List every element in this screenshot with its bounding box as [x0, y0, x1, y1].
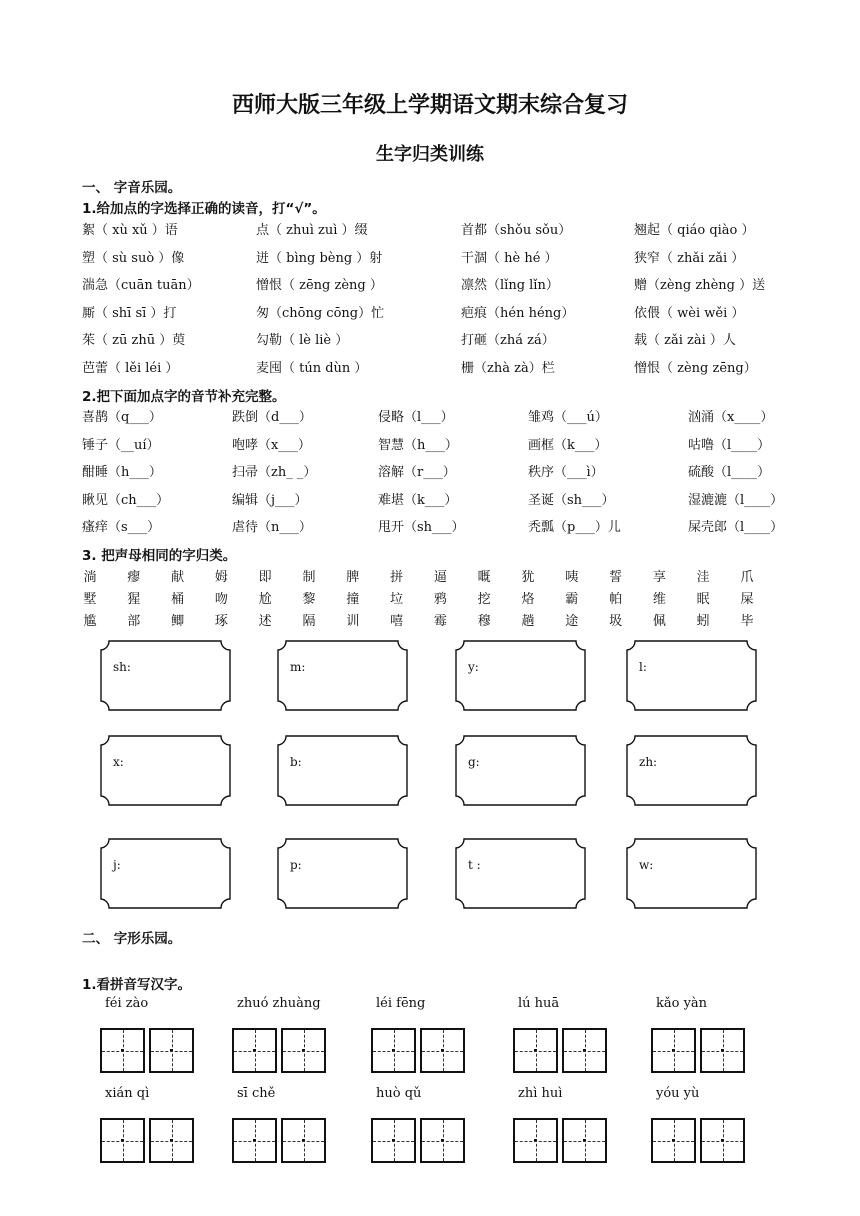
- q2-item: 溶解（r___）: [378, 465, 456, 480]
- q3-char: 献: [171, 570, 185, 585]
- q1-item: 点（ zhuì zuì ）缀: [256, 223, 368, 238]
- answer-box-label: p:: [290, 858, 302, 872]
- writing-grid-cell[interactable]: [232, 1028, 277, 1073]
- q3-char: 桶: [171, 592, 185, 607]
- answer-box-outline: [627, 641, 756, 710]
- q2-item: 智慧（h___）: [378, 437, 458, 453]
- q1-item: 翘起（ qiáo qiào ）: [634, 223, 755, 238]
- grid-center-dot: [302, 1049, 305, 1052]
- q3-char: 霸: [565, 592, 579, 607]
- grid-center-dot: [441, 1139, 444, 1142]
- answer-box[interactable]: [100, 735, 232, 807]
- q3-char: 霉: [433, 614, 447, 629]
- q2-item: 瘙痒（s___）: [82, 520, 161, 535]
- q1-item: 依偎（ wèi wěi ）: [634, 305, 745, 321]
- q1-item: 麦囤（ tún dùn ）: [256, 360, 368, 376]
- q3-char: 垃: [390, 592, 404, 607]
- q2-item: 湿漉漉（l____）: [688, 492, 784, 508]
- q1-item: 湍急（cuān tuān）: [82, 278, 200, 293]
- q3-char: 咦: [565, 570, 579, 585]
- q3-char: 猩: [127, 592, 141, 607]
- page-title: 西师大版三年级上学期语文期末综合复习: [231, 93, 628, 118]
- answer-box-outline: [627, 736, 756, 805]
- q2-item: 酣睡（h___）: [82, 465, 162, 480]
- q1-item: 匆（chōng cōng）忙: [256, 305, 385, 321]
- q1-item: 疤痕（hén héng）: [461, 305, 575, 321]
- q2-item: 圣诞（sh___）: [528, 492, 615, 508]
- writing-grid-cell[interactable]: [562, 1118, 607, 1163]
- writing-grid-cell[interactable]: [513, 1028, 558, 1073]
- answer-box-outline: [456, 736, 585, 805]
- grid-center-dot: [253, 1139, 256, 1142]
- q3-char: 途: [565, 614, 579, 629]
- q1-item: 芭蕾（ lěi léi ）: [82, 360, 179, 376]
- grid-center-dot: [302, 1139, 305, 1142]
- q3-char: 黎: [302, 592, 316, 607]
- q3-char: 嘻: [390, 614, 404, 629]
- q2-item: 咕噜（l____）: [688, 437, 771, 453]
- answer-box-outline: [456, 641, 585, 710]
- q1-item: 憎恨（ zèng zēng）: [634, 360, 757, 376]
- grid-center-dot: [534, 1139, 537, 1142]
- q1-item: 干涸（ hè hé ）: [461, 250, 558, 266]
- q3-char: 尬: [258, 592, 272, 607]
- writing-grid-cell[interactable]: [513, 1118, 558, 1163]
- q3-char: 爪: [740, 570, 754, 585]
- answer-box-outline: [278, 736, 407, 805]
- q2-item: 画框（k___）: [528, 437, 608, 453]
- q3-char: 洼: [696, 570, 710, 585]
- writing-grid-cell[interactable]: [420, 1118, 465, 1163]
- grid-center-dot: [121, 1049, 124, 1052]
- q3-char: 屎: [740, 592, 754, 607]
- q1-item: 打砸（zhá zá）: [461, 333, 555, 348]
- q3-char: 脾: [346, 570, 360, 585]
- q2-item: 咆哮（x___）: [232, 437, 311, 453]
- q3-char: 誓: [609, 570, 623, 585]
- grid-center-dot: [721, 1049, 724, 1052]
- q3-char: 眠: [696, 592, 710, 607]
- q2-item: 瞅见（ch___）: [82, 492, 170, 508]
- q1-item: 迸（ bìng bèng ）射: [256, 250, 383, 266]
- grid-center-dot: [170, 1139, 173, 1142]
- pinyin-label: zhì huì: [518, 1086, 563, 1101]
- q3-char: 趟: [521, 614, 535, 629]
- answer-box-label: m:: [290, 660, 306, 674]
- q1-item: 栅（zhà zà）栏: [461, 360, 555, 376]
- grid-center-dot: [121, 1139, 124, 1142]
- answer-box-outline: [101, 839, 230, 908]
- answer-box-label: sh:: [113, 660, 131, 674]
- answer-box-label: y:: [468, 660, 479, 674]
- q3-char: 吻: [214, 592, 228, 607]
- grid-center-dot: [672, 1139, 675, 1142]
- answer-box[interactable]: [455, 640, 587, 712]
- writing-grid-cell[interactable]: [700, 1028, 745, 1073]
- answer-box[interactable]: [277, 640, 409, 712]
- answer-box-outline: [278, 641, 407, 710]
- writing-grid-cell[interactable]: [700, 1118, 745, 1163]
- answer-box-outline: [456, 839, 585, 908]
- q3-char: 尴: [83, 614, 97, 629]
- q3-char: 佩: [652, 614, 666, 629]
- writing-grid-cell[interactable]: [149, 1118, 194, 1163]
- pinyin-label: sī chě: [237, 1086, 276, 1101]
- page-subtitle: 生字归类训练: [376, 144, 484, 165]
- q3-char: 挖: [477, 592, 491, 607]
- writing-grid-cell[interactable]: [562, 1028, 607, 1073]
- q2-item: 喜鹊（q___）: [82, 410, 162, 425]
- answer-box[interactable]: [626, 838, 758, 910]
- q2-item: 甩开（sh___）: [378, 520, 465, 535]
- q3-char: 逼: [433, 570, 447, 585]
- answer-box[interactable]: [100, 838, 232, 910]
- q3-char: 帕: [609, 592, 623, 607]
- pinyin-label: huò qǔ: [376, 1086, 422, 1101]
- answer-box[interactable]: [100, 640, 232, 712]
- q3-char: 撞: [346, 592, 360, 607]
- pinyin-label: zhuó zhuàng: [237, 996, 321, 1011]
- q2-item: 秩序（___ì）: [528, 465, 604, 480]
- writing-grid-cell[interactable]: [232, 1118, 277, 1163]
- grid-center-dot: [170, 1049, 173, 1052]
- q3-char: 享: [652, 570, 666, 585]
- q2-item: 屎壳郎（l____）: [688, 520, 784, 535]
- answer-box-label: w:: [639, 858, 654, 872]
- q3-char: 犹: [521, 570, 535, 585]
- q3-char: 圾: [609, 614, 623, 629]
- answer-box-label: g:: [468, 755, 480, 769]
- q3-char: 毕: [740, 614, 754, 629]
- writing-grid-cell[interactable]: [100, 1118, 145, 1163]
- q3-char: 烙: [521, 592, 535, 607]
- grid-center-dot: [534, 1049, 537, 1052]
- q3-heading: 3. 把声母相同的字归类。: [82, 548, 237, 564]
- q3-char: 鲫: [171, 614, 185, 629]
- answer-box-label: b:: [290, 755, 302, 769]
- q4-heading: 1.看拼音写汉字。: [82, 977, 192, 993]
- pinyin-label: lú huā: [518, 996, 560, 1011]
- writing-grid-cell[interactable]: [149, 1028, 194, 1073]
- q3-char: 墅: [83, 592, 97, 607]
- writing-grid-cell[interactable]: [281, 1028, 326, 1073]
- q2-item: 虐待（n___）: [232, 520, 312, 535]
- answer-box-label: t :: [468, 858, 481, 872]
- q1-heading: 1.给加点的字选择正确的读音，打“√”。: [82, 201, 326, 217]
- pinyin-label: léi fēng: [376, 996, 426, 1011]
- answer-box-label: x:: [113, 755, 124, 769]
- q2-item: 跌倒（d___）: [232, 410, 312, 425]
- q3-char: 穆: [477, 614, 491, 629]
- q2-item: 汹涌（x____）: [688, 410, 774, 425]
- q2-item: 侵略（l___）: [378, 410, 454, 425]
- q3-char: 训: [346, 614, 360, 629]
- grid-center-dot: [583, 1049, 586, 1052]
- writing-grid-cell[interactable]: [651, 1118, 696, 1163]
- q3-char: 鸦: [433, 592, 447, 607]
- q3-char: 拼: [390, 570, 404, 585]
- answer-box-label: l:: [639, 660, 647, 674]
- answer-box-outline: [278, 839, 407, 908]
- q3-char: 姆: [214, 570, 228, 585]
- q2-heading: 2.把下面加点字的音节补充完整。: [82, 389, 286, 405]
- q2-item: 硫酸（l____）: [688, 465, 771, 480]
- pinyin-label: xián qì: [105, 1086, 150, 1101]
- answer-box-label: j:: [113, 858, 121, 872]
- q1-item: 絮（ xù xǔ ）语: [82, 223, 178, 238]
- q1-item: 狭窄（ zhǎi zǎi ）: [634, 250, 745, 266]
- q1-item: 厮（ shī sī ）打: [82, 305, 177, 321]
- q2-item: 秃瓢（p___）儿: [528, 520, 621, 535]
- q3-char: 制: [302, 570, 316, 585]
- answer-box[interactable]: [455, 735, 587, 807]
- answer-box[interactable]: [277, 735, 409, 807]
- q2-item: 编辑（j___）: [232, 492, 308, 508]
- answer-box[interactable]: [455, 838, 587, 910]
- answer-box-outline: [101, 641, 230, 710]
- q2-item: 扫帚（zh_ _）: [232, 465, 317, 480]
- q3-char: 述: [258, 614, 272, 629]
- q3-char: 瘳: [127, 570, 141, 585]
- grid-center-dot: [583, 1139, 586, 1142]
- q3-char: 琢: [214, 614, 228, 629]
- grid-center-dot: [253, 1049, 256, 1052]
- grid-center-dot: [721, 1139, 724, 1142]
- q2-item: 难堪（k___）: [378, 492, 458, 508]
- q2-item: 锤子（__uí）: [82, 437, 160, 453]
- q3-char: 淌: [83, 570, 97, 585]
- q3-char: 蚓: [696, 614, 710, 629]
- grid-center-dot: [392, 1139, 395, 1142]
- q3-char: 嘅: [477, 570, 491, 585]
- q1-item: 勾勒（ lè liè ）: [256, 333, 349, 348]
- writing-grid-cell[interactable]: [420, 1028, 465, 1073]
- q1-item: 载（ zǎi zài ）人: [634, 333, 736, 348]
- writing-grid-cell[interactable]: [651, 1028, 696, 1073]
- q2-item: 雏鸡（___ú）: [528, 410, 608, 425]
- writing-grid-cell[interactable]: [371, 1028, 416, 1073]
- q1-item: 憎恨（ zēng zèng ）: [256, 278, 383, 293]
- pinyin-label: kǎo yàn: [656, 996, 708, 1011]
- q1-item: 赠（zèng zhèng ）送: [634, 278, 766, 293]
- grid-center-dot: [672, 1049, 675, 1052]
- writing-grid-cell[interactable]: [371, 1118, 416, 1163]
- section1-heading: 一、 字音乐园。: [82, 180, 182, 196]
- q3-char: 即: [258, 570, 272, 585]
- pinyin-label: yóu yù: [656, 1086, 700, 1101]
- q1-item: 凛然（lǐng lǐn）: [461, 278, 559, 293]
- pinyin-label: féi zào: [105, 996, 149, 1011]
- q3-char: 隔: [302, 614, 316, 629]
- section2-heading: 二、 字形乐园。: [82, 931, 182, 947]
- q3-char: 维: [652, 592, 666, 607]
- answer-box[interactable]: [626, 735, 758, 807]
- answer-box[interactable]: [626, 640, 758, 712]
- writing-grid-cell[interactable]: [100, 1028, 145, 1073]
- answer-box-outline: [101, 736, 230, 805]
- grid-center-dot: [441, 1049, 444, 1052]
- q1-item: 首都（shǒu sǒu）: [461, 223, 572, 238]
- q1-item: 塑（ sù suò ）像: [82, 250, 185, 266]
- q3-char: 部: [127, 614, 141, 629]
- answer-box[interactable]: [277, 838, 409, 910]
- q1-item: 茱（ zū zhū ）萸: [82, 333, 186, 348]
- grid-center-dot: [392, 1049, 395, 1052]
- answer-box-outline: [627, 839, 756, 908]
- writing-grid-cell[interactable]: [281, 1118, 326, 1163]
- answer-box-label: zh:: [639, 755, 658, 769]
